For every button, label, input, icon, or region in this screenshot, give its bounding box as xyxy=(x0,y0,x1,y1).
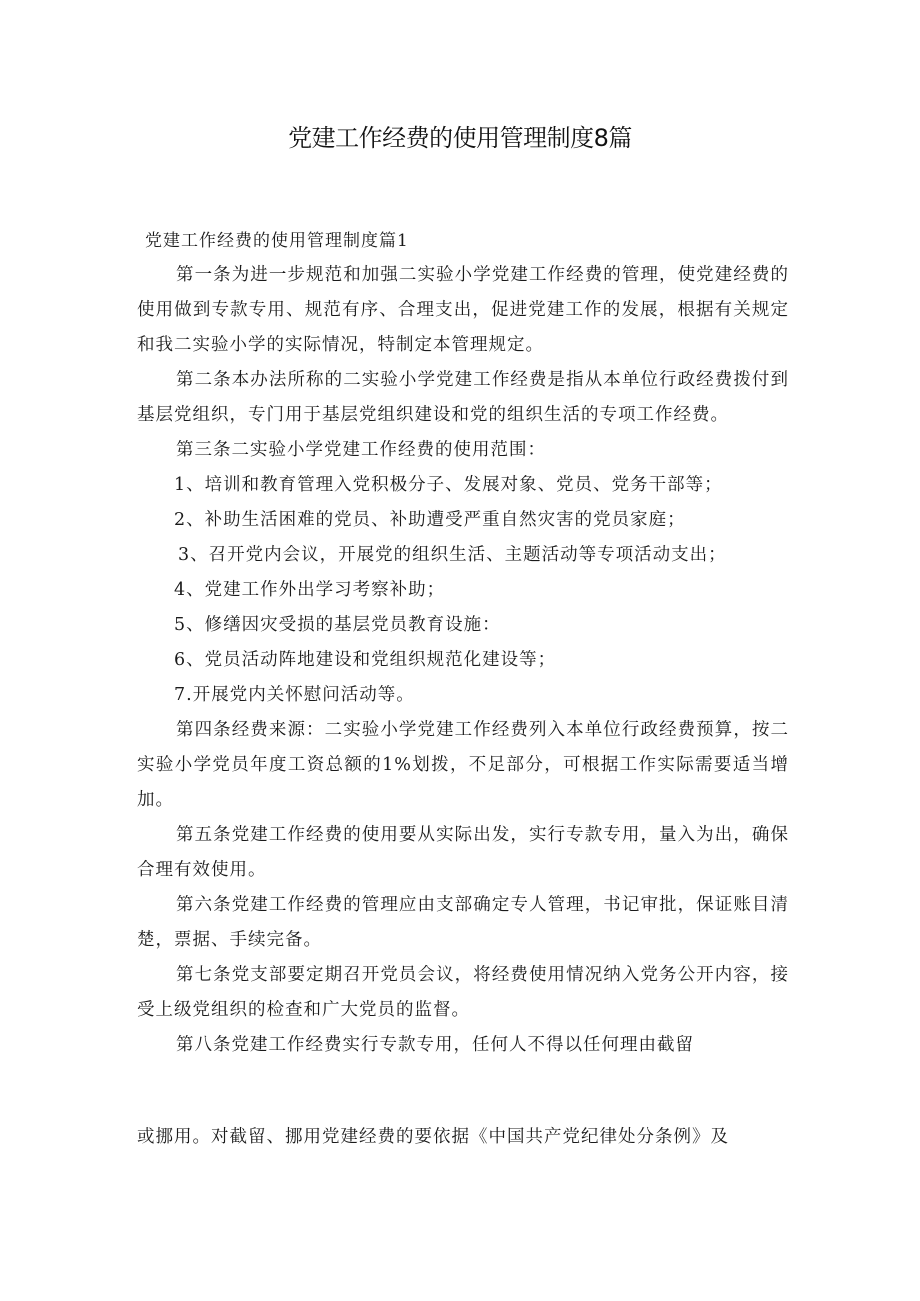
article-2: 第二条本办法所称的二实验小学党建工作经费是指从本单位行政经费拨付到基层党组织，专门用于基层党组织建设和党的组织生活的专项工作经费。 xyxy=(137,370,789,425)
article-5: 第五条党建工作经费的使用要从实际出发，实行专款专用，量入为出，确保合理有效使用。 xyxy=(137,825,789,880)
article-8-continuation: 或挪用。对截留、挪用党建经费的要依据《中国共产党纪律处分条例》及 xyxy=(137,1127,729,1147)
article-3: 第三条二实验小学党建工作经费的使用范围： xyxy=(176,440,546,460)
section-subtitle: 党建工作经费的使用管理制度篇1 xyxy=(145,231,409,251)
document-body xyxy=(137,258,789,1063)
usage-item-7: 7.开展党内关怀慰问活动等。 xyxy=(174,685,415,705)
article-6: 第六条党建工作经费的管理应由支部确定专人管理，书记审批，保证账目清楚，票据、手续完备。 xyxy=(137,895,789,950)
usage-item-5: 5、修缮因灾受损的基层党员教育设施： xyxy=(174,615,501,635)
usage-item-6: 6、党员活动阵地建设和党组织规范化建设等； xyxy=(174,650,557,670)
document-title: 党建工作经费的使用管理制度8篇 xyxy=(288,124,632,152)
usage-item-4: 4、党建工作外出学习考察补助； xyxy=(174,580,446,600)
usage-item-1: 1、培训和教育管理入党积极分子、发展对象、党员、党务干部等； xyxy=(174,475,723,495)
article-8: 第八条党建工作经费实行专款专用，任何人不得以任何理由截留 xyxy=(176,1035,694,1055)
usage-item-2: 2、补助生活困难的党员、补助遭受严重自然灾害的党员家庭； xyxy=(174,510,686,530)
article-7: 第七条党支部要定期召开党员会议，将经费使用情况纳入党务公开内容，接受上级党组织的检查和广大党员的监督。 xyxy=(137,965,789,1020)
usage-item-3: 3、召开党内会议，开展党的组织生活、主题活动等专项活动支出； xyxy=(178,545,727,565)
article-4: 第四条经费来源：二实验小学党建工作经费列入本单位行政经费预算，按二实验小学党员年度工资总额的1%划拨，不足部分，可根据工作实际需要适当增加。 xyxy=(137,720,789,810)
article-1: 第一条为进一步规范和加强二实验小学党建工作经费的管理，使党建经费的使用做到专款专用、规范有序、合理支出，促进党建工作的发展，根据有关规定和我二实验小学的实际情况，特制定本管理规定。 xyxy=(137,265,789,355)
